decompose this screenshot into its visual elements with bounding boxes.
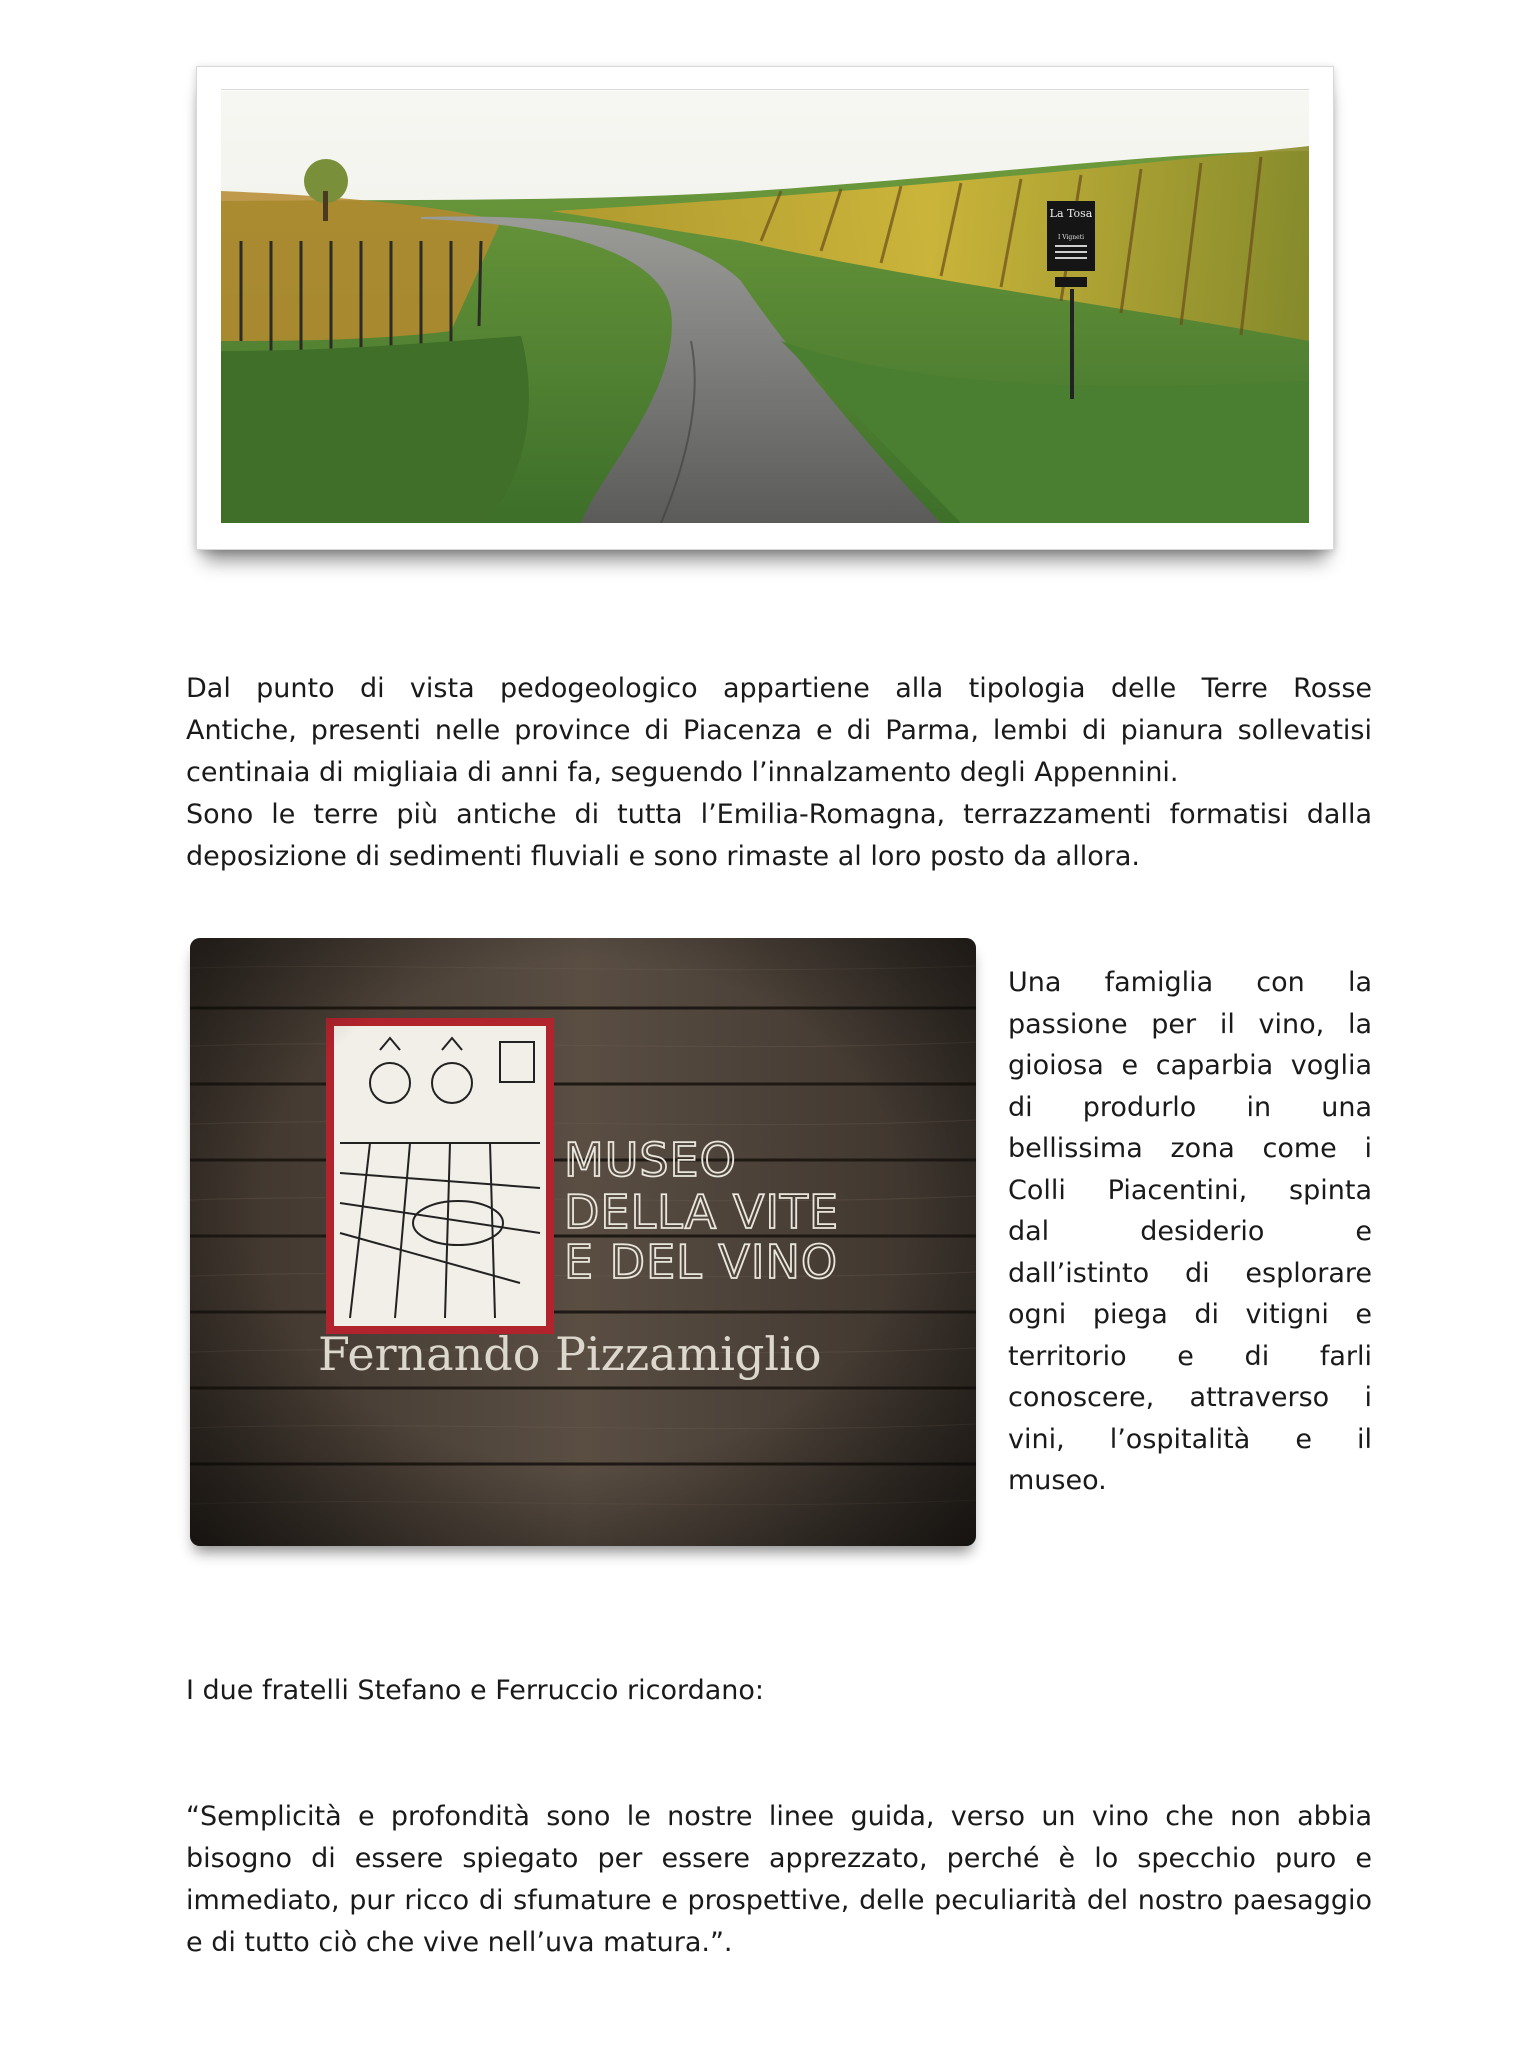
side-text-line: Una famiglia con la — [1008, 967, 1372, 998]
side-text-line: gioiosa e caparbia voglia — [1008, 1050, 1372, 1081]
side-text-line: passione per il vino, la — [1008, 1008, 1372, 1040]
paragraph-terre-rosse — [186, 668, 1372, 878]
side-text-line: dal desiderio e — [1008, 1216, 1372, 1247]
side-text-line: ogni piega di vitigni e — [1008, 1299, 1372, 1330]
museum-sign-photo — [190, 938, 976, 1546]
frame-inner-line — [221, 89, 1309, 90]
side-text-line: vini, l’ospitalità e il — [1008, 1423, 1372, 1455]
paragraph-line: Sono le terre più antiche di tutta l’Emilia-Romagna, terrazzamenti formatisi dalla — [186, 799, 1372, 830]
side-text-line: conoscere, attraverso i — [1008, 1382, 1372, 1413]
brothers-intro-text: I due fratelli Stefano e Ferruccio ricordano: — [186, 1675, 765, 1706]
paragraph-line: centinaia di migliaia di anni fa, seguendo l’innalzamento degli Appennini. — [186, 757, 1179, 788]
side-text-line: museo. — [1008, 1465, 1107, 1496]
vineyard-photo — [221, 91, 1309, 523]
side-text-line: Colli Piacentini, spinta — [1008, 1174, 1372, 1206]
side-text-line: di produrlo in una — [1008, 1091, 1372, 1123]
paragraph-line: Antiche, presenti nelle province di Piacenza e di Parma, lembi di pianura sollevatisi — [186, 715, 1372, 746]
side-text-line: territorio e di farli — [1008, 1340, 1372, 1372]
brothers-quote-text: “Semplicità e profondità sono le nostre linee guida, verso un vino che non abbia bisogno di essere spiegato per essere apprezzato, perché è lo specchio puro e immediato, pur ricco di sfumature e prospettive, delle peculiarità del nostro paesaggio e di tutto ciò che vive nell’uva matura.”. — [186, 1801, 1372, 1958]
side-text-line: dall’istinto di esplorare — [1008, 1257, 1372, 1289]
vineyard-sign-title: La Tosa — [1049, 207, 1093, 220]
vineyard-photo-frame — [196, 66, 1334, 550]
vineyard-sign-subtitle: I Vigneti — [1057, 234, 1085, 241]
vineyard-illustration — [221, 91, 1309, 523]
side-text-line: bellissima zona come i — [1008, 1133, 1372, 1164]
family-passion-text — [1008, 962, 1372, 1502]
paragraph-line: deposizione di sedimenti fluviali e sono rimaste al loro posto da allora. — [186, 841, 1140, 872]
museum-sign-illustration — [190, 938, 976, 1546]
paragraph-line: Dal punto di vista pedogeologico appartiene alla tipologia delle Terre Rosse — [186, 673, 1372, 704]
